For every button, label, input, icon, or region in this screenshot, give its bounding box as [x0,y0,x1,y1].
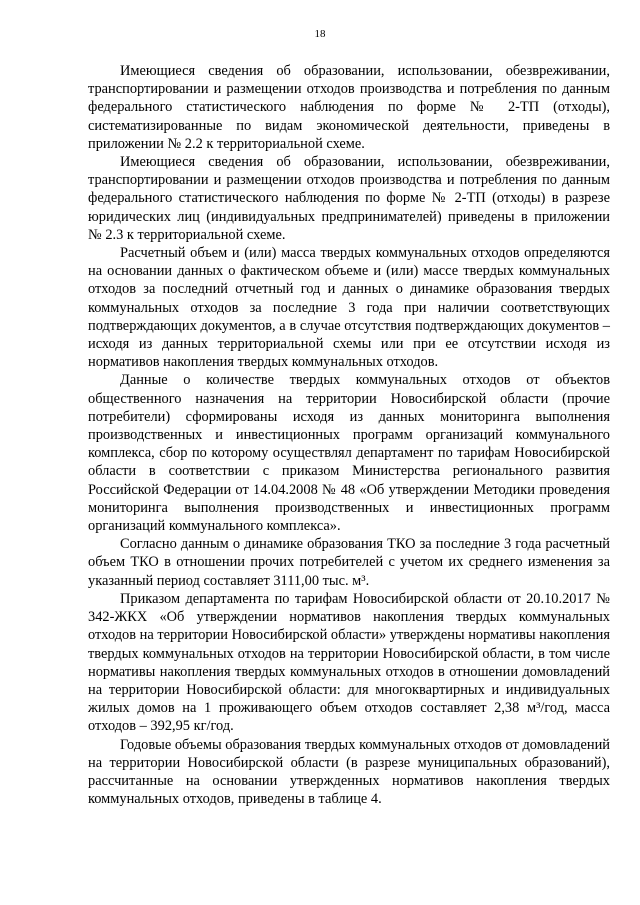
paragraph-waste-info-by-activity: Имеющиеся сведения об образовании, использовании, обезвреживании, транспортировании и размещении отходов производства и потребления по данным федерального статистического наблюдения по форме № 2-ТП (отходы), систематизированные по видам экономической деятельности, приведены в приложении № 2.2 к территориальной схеме. [88,63,610,152]
paragraph-tko-dynamics: Согласно данным о динамике образования ТКО за последние 3 года расчетный объем ТКО в отношении прочих потребителей с учетом их среднего изменения за указанный период составляет 3111,00 тыс. м³. [88,536,610,589]
page-number: 18 [314,28,326,40]
paragraph-estimated-volume: Расчетный объем и (или) масса твердых коммунальных отходов определяются на основании данных о фактическом объеме и (или) массе твердых коммунальных отходов за последний отчетный год и данных о динамике образования твердых коммунальных отходов за последние 3 года при наличии соответствующих подтверждающих документов, а в случае отсутствия подтверждающих документов – исходя из данных территориальной схемы или при ее отсутствии исходя из нормативов накопления твердых коммунальных отходов. [88,245,610,371]
paragraph-accumulation-norms: Приказом департамента по тарифам Новосибирской области от 20.10.2017 № 342-ЖКХ «Об утверждении нормативов накопления твердых коммунальных отходов на территории Новосибирской области» утверждены нормативы накопления твердых коммунальных отходов на территории Новосибирской области, в том числе нормативы накопления твердых коммунальных отходов в отношении домовладений на территории Новосибирской области: для многоквартирных и индивидуальных жилых домов на 1 проживающего объем отходов составляет 2,38 м³/год, масса отходов – 392,95 кг/год. [88,590,610,735]
paragraph-waste-info-by-entity: Имеющиеся сведения об образовании, использовании, обезвреживании, транспортировании и размещении отходов производства и потребления по данным федерального статистического наблюдения по форме № 2-ТП (отходы) в разрезе юридических лиц (индивидуальных предпринимателей) приведены в приложении № 2.3 к территориальной схеме. [88,154,610,243]
paragraph-annual-volumes: Годовые объемы образования твердых коммунальных отходов от домовладений на территории Новосибирской области (в разрезе муниципальных образований), рассчитанные на основании утвержденных нормативов накопления твердых коммунальных отходов, приведены в таблице 4. [88,736,610,808]
document-body [88,62,610,808]
paragraph-public-facilities-data: Данные о количестве твердых коммунальных отходов от объектов общественного назначения на территории Новосибирской области (прочие потребители) сформированы исходя из данных мониторинга выполнения производственных и инвестиционных программ организаций коммунального комплекса, сбор по которому осуществлял департамент по тарифам Новосибирской области в соответствии с приказом Министерства регионального развития Российской Федерации от 14.04.2008 № 48 «Об утверждении Методики проведения мониторинга выполнения производственных и инвестиционных программ организаций коммунального комплекса». [88,372,610,535]
